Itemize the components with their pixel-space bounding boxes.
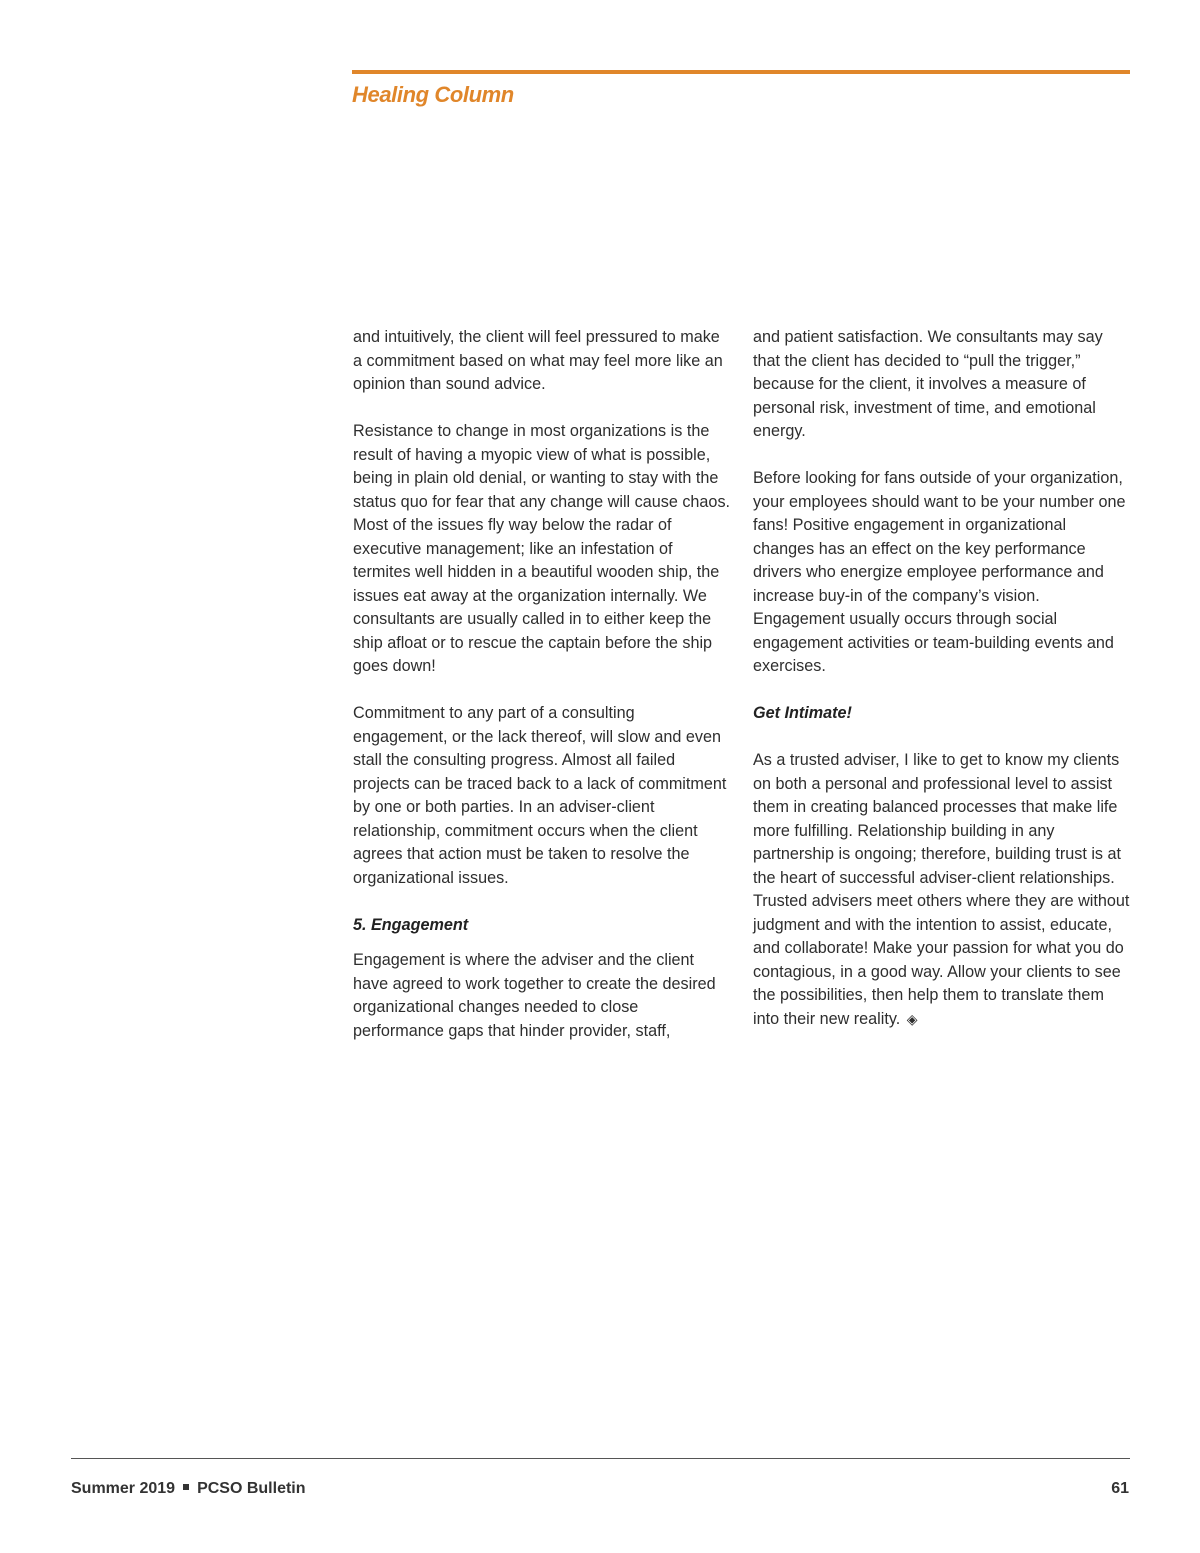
paragraph-text: As a trusted adviser, I like to get to know my clients on both a personal and professional level to assist them in creating balanced processes that make life more fulfilling. Relationship building in any partnership is ongoing; therefore, building trust is at the heart of successful adviser-client relationships. Trusted advisers meet others where they are without judgment and with the intention to assist, educate, and collaborate! Make your passion for what you do contagious, in a good way. Allow your clients to see the possibilities, then help them to translate them into their new reality. — [753, 751, 1130, 1028]
right-column — [753, 326, 1131, 1031]
footer-rule — [71, 1458, 1130, 1459]
paragraph: Engagement is where the adviser and the client have agreed to work together to create the desired organizational changes needed to close performance gaps that hinder provider, staff, — [353, 951, 716, 1040]
engagement-heading: 5. Engagement — [353, 915, 469, 934]
paragraph: Commitment to any part of a consulting engagement, or the lack thereof, will slow and even stall the consulting progress. Almost all failed projects can be traced back to a lack of commitment by one or both parties. In an adviser-client relationship, commitment occurs when the client agrees that action must be taken to resolve the organizational issues. — [353, 704, 727, 887]
square-bullet-icon — [183, 1484, 189, 1490]
left-column — [353, 326, 731, 1043]
footer-issue: Summer 2019 — [71, 1480, 176, 1497]
end-of-article-icon: ◈ — [906, 1010, 918, 1027]
paragraph: and patient satisfaction. We consultants may say that the client has decided to “pull the trigger,” because for the client, it involves a measure of personal risk, investment of time, and emotional energy. — [753, 328, 1103, 440]
paragraph: Before looking for fans outside of your organization, your employees should want to be your number one fans! Positive engagement in organizational changes has an effect on the key performance drivers who energize employee performance and increase buy-in of the company’s vision. Engagement usually occurs through social engagement activities or team-building events and exercises. — [753, 469, 1126, 675]
section-title: Healing Column — [352, 82, 514, 107]
footer-publication — [71, 1480, 306, 1498]
get-intimate-heading: Get Intimate! — [753, 704, 852, 722]
header-rule — [352, 70, 1130, 74]
paragraph-final — [753, 749, 1131, 1031]
footer-publication-name: PCSO Bulletin — [197, 1480, 306, 1497]
page-number: 61 — [1111, 1480, 1129, 1497]
paragraph: Resistance to change in most organizations is the result of having a myopic view of what is possible, being in plain old denial, or wanting to stay with the status quo for fear that any change will cause chaos. Most of the issues fly way below the radar of executive management; like an infestation of termites well hidden in a beautiful wooden ship, the issues eat away at the organization internally. We consultants are usually called in to either keep the ship afloat or to rescue the captain before the ship goes down! — [353, 422, 731, 675]
paragraph: and intuitively, the client will feel pressured to make a commitment based on what may feel more like an opinion than sound advice. — [353, 328, 723, 393]
